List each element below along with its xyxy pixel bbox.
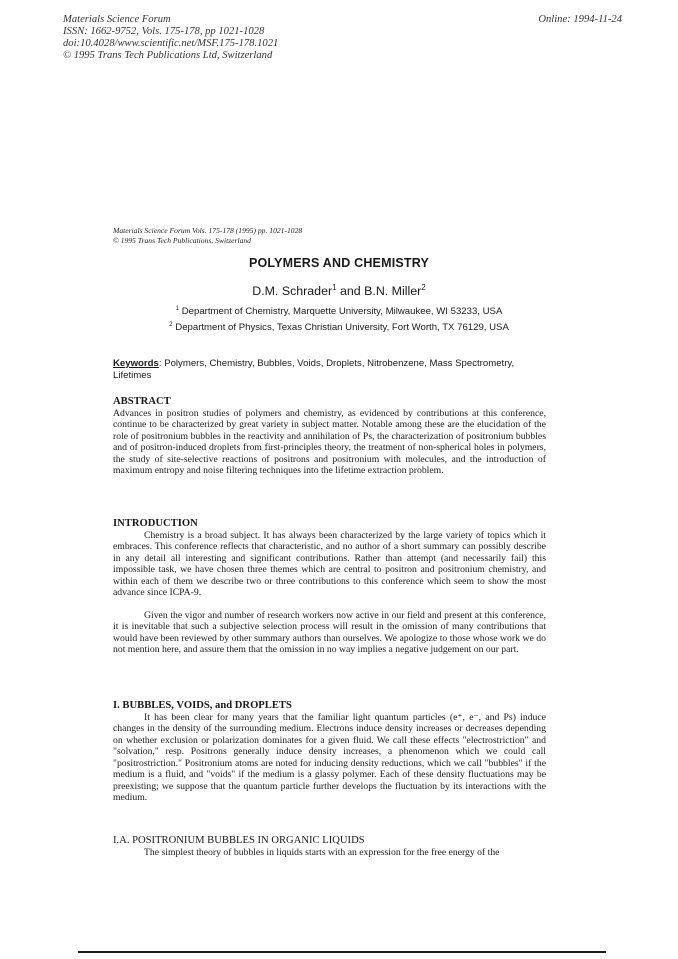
author-line xyxy=(0,284,678,298)
journal-header xyxy=(63,14,278,62)
page-bottom-rule xyxy=(78,951,606,953)
author-affil-mark: 2 xyxy=(421,282,426,292)
subsection-heading: I.A. POSITRONIUM BUBBLES IN ORGANIC LIQUIDS xyxy=(113,835,365,846)
keywords xyxy=(113,358,545,381)
introduction-heading: INTRODUCTION xyxy=(113,518,198,529)
affil-text: Department of Physics, Texas Christian University, Fort Worth, TX 76129, USA xyxy=(172,322,509,333)
affil-text: Department of Chemistry, Marquette University, Milwaukee, WI 53233, USA xyxy=(179,306,503,317)
citation-copyright: © 1995 Trans Tech Publications, Switzerland xyxy=(113,236,251,245)
doi-line[interactable]: doi:10.4028/www.scientific.net/MSF.175-178.1021 xyxy=(63,38,279,49)
abstract-heading: ABSTRACT xyxy=(113,396,171,407)
author-name: B.N. Miller xyxy=(364,284,422,298)
citation-block xyxy=(113,226,302,246)
keywords-label: Keywords xyxy=(113,358,159,369)
affil-mark: 1 xyxy=(175,304,180,312)
section-paragraph: It has been clear for many years that the familiar light quantum particles (e⁺, e⁻, and Ps) induce changes in the density of the surrounding medium. Electrons induce density increases or decreases depending on whether exclusion or polarization dominates for a given fluid. We call these effects "electrostriction" and "solvation," resp. Positrons generally induce density increases, a phenomenon which we could call "positrostriction." Positronium atoms are noted for inducing density reductions, which we call "bubbles" if the medium is a fluid, and "voids" if the medium is a glassy polymer. Each of these density fluctuations may be preexisting; we suppose that the quantum particle further develops the fluctuation by its interactions with the medium. xyxy=(113,712,546,804)
affiliation-2 xyxy=(0,322,678,333)
paper-title: POLYMERS AND CHEMISTRY xyxy=(248,256,430,270)
online-date: Online: 1994-11-24 xyxy=(538,14,622,25)
affil-mark: 2 xyxy=(169,320,173,328)
introduction-section xyxy=(113,518,546,656)
issn-line: ISSN: 1662-9752, Vols. 175-178, pp 1021-1028 xyxy=(63,26,265,37)
author-affil-mark: 1 xyxy=(332,282,337,292)
subsection-paragraph: The simplest theory of bubbles in liquids starts with an expression for the free energy of the xyxy=(144,847,500,858)
citation-volume: Materials Science Forum Vols. 175-178 (1995) pp. 1021-1028 xyxy=(113,226,303,235)
abstract-section xyxy=(113,396,546,477)
abstract-text: Advances in positron studies of polymers and chemistry, as evidenced by contributions at this conference, continue to be characterized by great variety in subject matter. Notable among these are the elucidation of the role of positronium bubbles in the reactivity and annihilation of Ps, the characterization of positronium bubbles and of positron-induced droplets from first-principles theory, the treatment of non-spherical holes in polymers, the study of site-selective reactions of positrons and positronium with molecules, and the introduction of maximum entropy and noise filtering techniques into the lifetime extraction problem. xyxy=(113,408,546,477)
journal-name: Materials Science Forum xyxy=(63,14,171,25)
bubbles-section xyxy=(113,700,546,804)
introduction-paragraph: Given the vigor and number of research workers now active in our field and present at this conference, it is inevitable that such a subjective selection process will result in the omission of many contributions that would have been reviewed by other summary authors than ourselves. We apologize to those whose work we do not mention here, and assure them that the omission in no way implies a negative judgement on our part. xyxy=(113,609,546,656)
section-heading: I. BUBBLES, VOIDS, and DROPLETS xyxy=(113,700,292,711)
copyright-line: © 1995 Trans Tech Publications Ltd, Switzerland xyxy=(63,50,273,61)
author-name: D.M. Schrader xyxy=(252,284,333,298)
introduction-paragraph: Chemistry is a broad subject. It has always been characterized by the large variety of topics which it embraces. This conference reflects that characteristic, and no author of a short summary can possibly describe in any detail all interesting and significant contributions. Rather than attempt (and necessarily fail) this impossible task, we have chosen three themes which are central to positron and positronium chemistry, and within each of them we describe two or three contributions to this conference which seem to show the most advance since ICPA-9. xyxy=(113,530,546,599)
affiliation-1 xyxy=(0,306,678,317)
positronium-section xyxy=(113,835,546,858)
keywords-text: : Polymers, Chemistry, Bubbles, Voids, Droplets, Nitrobenzene, Mass Spectrometry, Lifetimes xyxy=(113,358,515,381)
author-conjunction: and xyxy=(336,284,365,298)
